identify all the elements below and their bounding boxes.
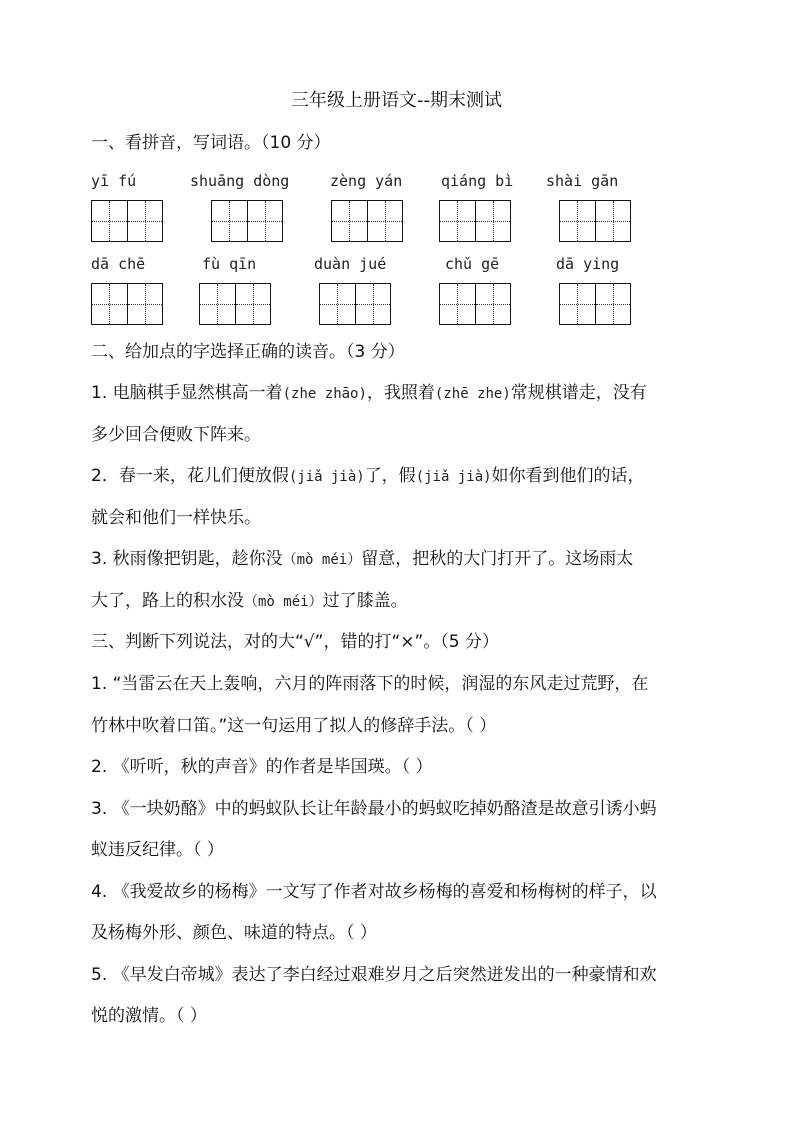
writing-grid[interactable] bbox=[91, 283, 163, 325]
writing-grid[interactable] bbox=[559, 200, 631, 242]
pinyin-label: zèng yán bbox=[330, 172, 403, 190]
question-line bbox=[91, 544, 633, 569]
pinyin-label: shuāng dòng bbox=[190, 172, 290, 190]
section3-heading: 三、判断下列说法，对的大“√”，错的打“×”。（5 分） bbox=[91, 632, 500, 652]
question-text: 如你看到他们的话， bbox=[491, 466, 645, 486]
judgement-item: 4. 《我爱故乡的杨梅》一文写了作者对故乡杨梅的喜爱和杨梅树的样子，以 bbox=[91, 882, 657, 902]
writing-grid[interactable] bbox=[211, 200, 283, 242]
question-text: 多少回合便败下阵来。 bbox=[91, 425, 261, 445]
writing-grid[interactable] bbox=[199, 283, 271, 325]
pinyin-label: dā ying bbox=[556, 255, 620, 273]
judgement-item[interactable]: 悦的激情。（ ） bbox=[91, 1006, 207, 1026]
question-text: 过了膝盖。 bbox=[322, 591, 408, 611]
pinyin-choice[interactable]: (zhē zhe) bbox=[434, 386, 511, 402]
question-line bbox=[91, 378, 647, 403]
judgement-item[interactable]: 蚁违反纪律。（ ） bbox=[91, 840, 224, 860]
pinyin-choice[interactable]: （mò méi） bbox=[282, 552, 362, 568]
question-text: 常规棋谱走，没有 bbox=[510, 383, 647, 403]
pinyin-choice[interactable]: （mò méi） bbox=[244, 594, 323, 610]
judgement-item[interactable]: 及杨梅外形、颜色、味道的特点。（ ） bbox=[91, 923, 377, 943]
judgement-item: 1. “当雷云在天上轰响，六月的阵雨落下的时候，润湿的东风走过荒野，在 bbox=[91, 674, 649, 694]
pinyin-label: qiáng bì bbox=[441, 172, 514, 190]
judgement-item[interactable]: 竹林中吹着口笛。”这一句运用了拟人的修辞手法。（ ） bbox=[91, 716, 497, 736]
pinyin-choice[interactable]: (jiǎ jià) bbox=[288, 469, 365, 485]
pinyin-label: yī fú bbox=[91, 172, 137, 190]
question-text: 大了，路上的积水没 bbox=[91, 591, 244, 611]
page-title: 三年级上册语文--期末测试 bbox=[291, 90, 502, 111]
section1-heading: 一、看拼音，写词语。（10 分） bbox=[91, 133, 331, 153]
writing-grid[interactable] bbox=[331, 200, 403, 242]
pinyin-label: fù qīn bbox=[202, 255, 257, 273]
writing-grid[interactable] bbox=[439, 283, 511, 325]
pinyin-choice[interactable]: (zhe zhāo) bbox=[282, 386, 367, 402]
pinyin-label: chǔ gē bbox=[445, 255, 500, 273]
judgement-item[interactable]: 2. 《听听，秋的声音》的作者是毕国瑛。（ ） bbox=[91, 757, 433, 777]
question-line bbox=[91, 461, 645, 486]
question-line bbox=[91, 586, 408, 611]
judgement-item: 3. 《一块奶酪》中的蚂蚁队长让年龄最小的蚂蚁吃掉奶酪渣是故意引诱小蚂 bbox=[91, 799, 657, 819]
section2-heading: 二、给加点的字选择正确的读音。（3 分） bbox=[91, 342, 405, 362]
question-text: 1. 电脑棋手显然棋高一着 bbox=[91, 383, 283, 403]
pinyin-label: shài gān bbox=[546, 172, 619, 190]
question-text: 3. 秋雨像把钥匙，趁你没 bbox=[91, 549, 283, 569]
question-text: 2．春一来，花儿们便放假 bbox=[91, 466, 289, 486]
pinyin-label: dā chē bbox=[91, 255, 146, 273]
writing-grid[interactable] bbox=[559, 283, 631, 325]
writing-grid[interactable] bbox=[439, 200, 511, 242]
pinyin-label: duàn jué bbox=[314, 255, 387, 273]
question-text: ，我照着 bbox=[366, 383, 435, 403]
question-text: 留意，把秋的大门打开了。这场雨太 bbox=[361, 549, 634, 569]
writing-grid[interactable] bbox=[91, 200, 163, 242]
question-text: 了，假 bbox=[364, 466, 416, 486]
writing-grid[interactable] bbox=[319, 283, 391, 325]
judgement-item: 5. 《早发白帝城》表达了李白经过艰难岁月之后突然迸发出的一种豪情和欢 bbox=[91, 965, 657, 985]
question-text: 就会和他们一样快乐。 bbox=[91, 508, 261, 528]
pinyin-choice[interactable]: (jiǎ jià) bbox=[415, 469, 492, 485]
